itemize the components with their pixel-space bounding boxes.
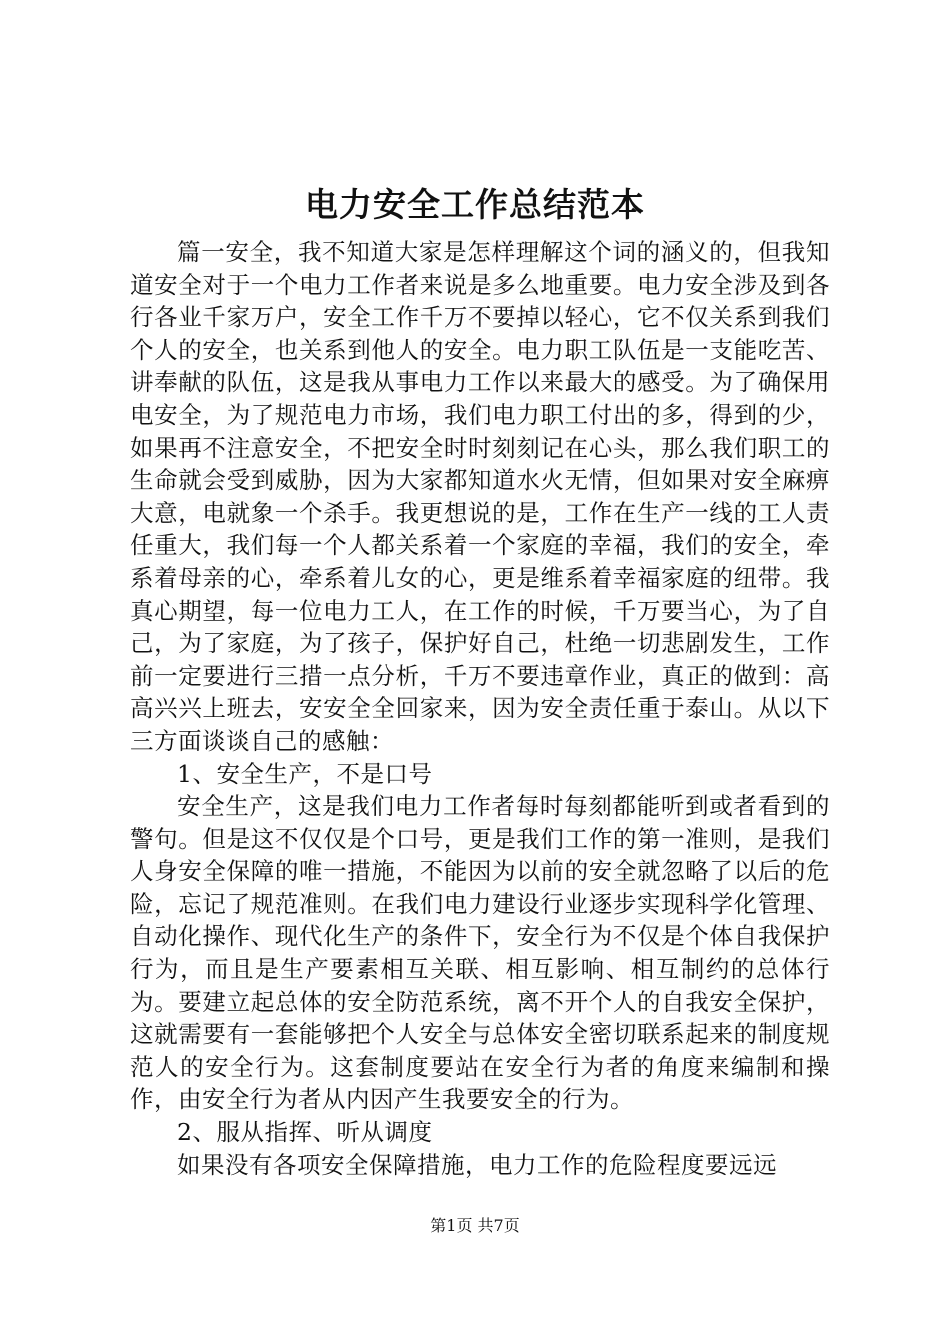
section-heading-2: 2、服从指挥、听从调度 — [177, 1118, 433, 1147]
paragraph-section-1: 安全生产，这是我们电力工作者每时每刻都能听到或者看到的警句。但是这不仅仅是个口号，更是我们工作的第一准则，是我们人身安全保障的唯一措施，不能因为以前的安全就忽略了以后的危险，忘记了规范准则。在我们电力建设行业逐步实现科学化管理、自动化操作、现代化生产的条件下，安全行为不仅是个体自我保护行为，而且是生产要素相互关联、相互影响、相互制约的总体行为。要建立起总体的安全防范系统，离不开个人的自我安全保护，这就需要有一套能够把个人安全与总体安全密切联系起来的制度规范人的安全行为。这套制度要站在安全行为者的角度来编制和操作，由安全行为者从内因产生我要安全的行为。 — [130, 792, 830, 1114]
document-title: 电力安全工作总结范本 — [305, 185, 645, 224]
page-number-footer: 第1页 共7页 — [430, 1216, 520, 1235]
document-body — [130, 236, 830, 1181]
section-heading-1: 1、安全生产，不是口号 — [177, 759, 433, 788]
paragraph-intro: 篇一安全，我不知道大家是怎样理解这个词的涵义的，但我知道安全对于一个电力工作者来说是多么地重要。电力安全涉及到各行各业千家万户，安全工作千万不要掉以轻心，它不仅关系到我们个人的安全，也关系到他人的安全。电力职工队伍是一支能吃苦、讲奉献的队伍，这是我从事电力工作以来最大的感受。为了确保用电安全，为了规范电力市场，我们电力职工付出的多，得到的少，如果再不注意安全，不把安全时时刻刻记在心头，那么我们职工的生命就会受到威胁，因为大家都知道水火无情，但如果对安全麻痹大意，电就象一个杀手。我更想说的是，工作在生产一线的工人责任重大，我们每一个人都关系着一个家庭的幸福，我们的安全，牵系着母亲的心，牵系着儿女的心，更是维系着幸福家庭的纽带。我真心期望，每一位电力工人，在工作的时候，千万要当心，为了自己，为了家庭，为了孩子，保护好自己，杜绝一切悲剧发生，工作前一定要进行三措一点分析，千万不要违章作业，真正的做到：高高兴兴上班去，安安全全回家来，因为安全责任重于泰山。从以下三方面谈谈自己的感触： — [130, 238, 830, 755]
paragraph-section-2: 如果没有各项安全保障措施，电力工作的危险程度要远远 — [177, 1150, 777, 1179]
